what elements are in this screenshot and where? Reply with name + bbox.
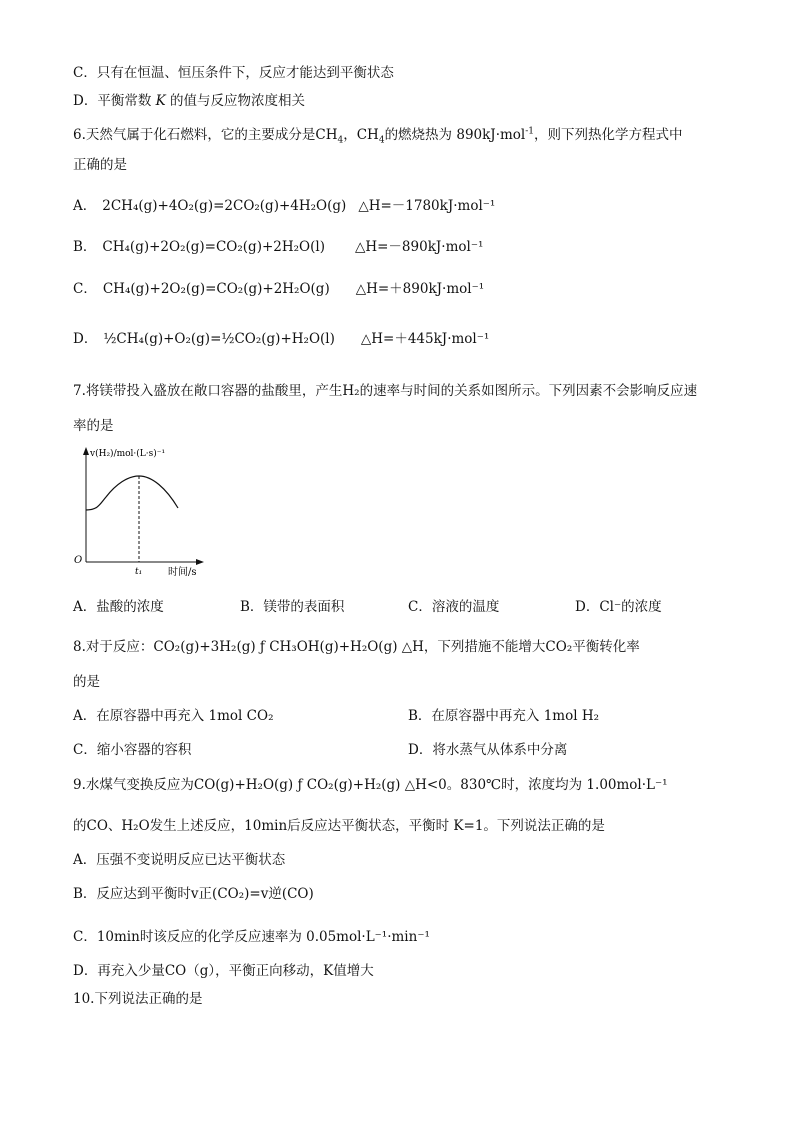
q6-option-d-enthalpy: △H=＋445kJ·mol⁻¹ [360, 331, 490, 347]
q8-option-b: B．在原容器中再充入 1mol H₂ [408, 708, 600, 724]
q6-stem-line2: 正确的是 [73, 157, 127, 173]
q8-stem: 8.对于反应：CO₂(g)+3H₂(g) ƒ CH₃OH(g)+H₂O(g) △H，下列措施不能增大CO₂平衡转化率 [73, 639, 640, 655]
q6-option-b-enthalpy: △H=－890kJ·mol⁻¹ [354, 239, 484, 255]
q8-option-d: D．将水蒸气从体系中分离 [408, 742, 568, 758]
q6-option-c [73, 280, 484, 298]
q8-option-a: A．在原容器中再充入 1mol CO₂ [73, 708, 274, 724]
q7-graph-origin: O [74, 555, 83, 566]
q6-option-d [73, 330, 489, 348]
q6-stem-part1: 6.天然气属于化石燃料，它的主要成分是CH [73, 127, 338, 143]
q6-option-d-label: D． [73, 331, 98, 347]
q10-stem: 10.下列说法正确的是 [73, 991, 203, 1007]
q7-stem: 7.将镁带投入盛放在敞口容器的盐酸里，产生H₂的速率与时间的关系如图所示。下列因素不会影响反应速 [73, 383, 698, 399]
q6-option-a-equation: 2CH₄(g)+4O₂(g)=2CO₂(g)+4H₂O(g) [102, 198, 347, 214]
q7-graph-x-arrow [196, 559, 204, 565]
q9-option-a: A．压强不变说明反应已达平衡状态 [73, 852, 286, 868]
q8-option-c: C．缩小容器的容积 [73, 742, 192, 758]
q6-stem [73, 126, 683, 144]
q6-option-b-equation: CH₄(g)+2O₂(g)=CO₂(g)+2H₂O(l) [102, 239, 325, 255]
q5-option-d-k: K [155, 93, 166, 109]
q6-option-a-label: A． [73, 198, 97, 214]
q5-option-d [73, 92, 305, 110]
q6-option-b-label: B． [73, 239, 97, 255]
q6-option-d-equation: ½CH₄(g)+O₂(g)=½CO₂(g)+H₂O(l) [103, 331, 335, 347]
q7-graph-y-arrow [83, 447, 89, 455]
q7-option-d: D．Cl⁻的浓度 [575, 599, 662, 615]
q7-rate-time-graph [70, 442, 220, 582]
q6-stem-part4: ，则下列热化学方程式中 [534, 127, 683, 143]
q6-stem-sub2: 4 [378, 135, 385, 146]
q6-stem-part2: ，CH [343, 127, 379, 143]
q6-option-c-enthalpy: △H=＋890kJ·mol⁻¹ [355, 281, 485, 297]
q9-option-b: B．反应达到平衡时v正(CO₂)=v逆(CO) [73, 886, 314, 902]
q7-graph-xlabel: 时间/s [168, 567, 197, 578]
q6-option-b [73, 238, 483, 256]
q7-graph-ylabel: v(H₂)/mol·(L·s)⁻¹ [90, 449, 166, 459]
q6-stem-part3: 的燃烧热为 890kJ·mol [384, 127, 526, 143]
q5-option-d-pre: D．平衡常数 [73, 93, 156, 109]
q7-option-c: C．溶液的温度 [408, 599, 500, 615]
q6-stem-sup: -1 [525, 126, 535, 137]
q7-graph-t1: t₁ [135, 567, 143, 577]
q8-stem-line2: 的是 [73, 674, 100, 690]
q6-option-a-enthalpy: △H=－1780kJ·mol⁻¹ [358, 198, 496, 214]
q6-option-a [73, 197, 495, 215]
q7-option-b: B．镁带的表面积 [240, 599, 345, 615]
q5-option-c: C．只有在恒温、恒压条件下，反应才能达到平衡状态 [73, 65, 394, 81]
q7-graph-rate-curve [86, 476, 178, 510]
q6-stem-sub1: 4 [337, 135, 344, 146]
q6-option-c-label: C． [73, 281, 97, 297]
q9-option-c: C．10min时该反应的化学反应速率为 0.05mol·L⁻¹·min⁻¹ [73, 929, 430, 945]
q9-option-d: D．再充入少量CO（g），平衡正向移动，K值增大 [73, 963, 374, 979]
q9-stem-line2: 的CO、H₂O发生上述反应，10min后反应达平衡状态，平衡时 K=1。下列说法正确的是 [73, 818, 605, 834]
q9-stem: 9.水煤气变换反应为CO(g)+H₂O(g) ƒ CO₂(g)+H₂(g) △H<0。830℃时，浓度均为 1.00mol·L⁻¹ [73, 777, 668, 793]
q6-option-c-equation: CH₄(g)+2O₂(g)=CO₂(g)+2H₂O(g) [102, 281, 330, 297]
q7-option-a: A．盐酸的浓度 [73, 599, 164, 615]
q5-option-d-post: 的值与反应物浓度相关 [165, 93, 306, 109]
q7-stem-line2: 率的是 [73, 418, 114, 434]
